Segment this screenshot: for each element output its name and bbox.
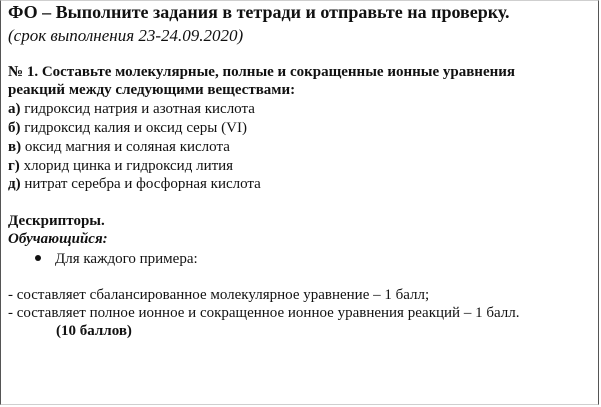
bullet-icon: [35, 255, 41, 261]
task-heading-line-2: реакций между следующими веществами:: [8, 82, 296, 98]
task-item-text: гидроксид калия и оксид серы (VI): [24, 120, 247, 136]
total-points: (10 баллов): [56, 323, 132, 339]
task-item-marker: б): [8, 120, 21, 136]
task-item-text: хлорид цинка и гидроксид лития: [23, 158, 234, 174]
descriptors-heading: Дескрипторы.: [8, 213, 105, 229]
deadline-text: (срок выполнения 23-24.09.2020): [8, 26, 244, 45]
task-item-b: [8, 121, 247, 136]
task-item-text: оксид магния и соляная кислота: [24, 139, 230, 155]
task-item-c: [8, 140, 230, 155]
task-item-text: гидроксид натрия и азотная кислота: [24, 101, 255, 117]
task-item-marker: в): [8, 139, 22, 155]
task-item-marker: д): [8, 176, 21, 192]
learner-label: Обучающийся:: [8, 231, 108, 247]
criterion-2: - составляет полное ионное и сокращенное ионное уравнения реакций – 1 балл.: [8, 305, 520, 321]
task-item-marker: а): [8, 101, 21, 117]
task-heading-line-1: № 1. Составьте молекулярные, полные и сокращенные ионные уравнения: [8, 64, 516, 80]
task-item-e: [8, 177, 261, 192]
bullet-text: Для каждого примера:: [55, 251, 198, 267]
assignment-title: ФО – Выполните задания в тетради и отправьте на проверку.: [8, 2, 510, 22]
task-item-text: нитрат серебра и фосфорная кислота: [24, 176, 261, 192]
task-item-d: [8, 159, 233, 174]
task-item-marker: г): [8, 158, 20, 174]
task-item-a: [8, 102, 255, 117]
criterion-1: - составляет сбалансированное молекулярное уравнение – 1 балл;: [8, 287, 430, 303]
bullet-item: [35, 252, 198, 267]
